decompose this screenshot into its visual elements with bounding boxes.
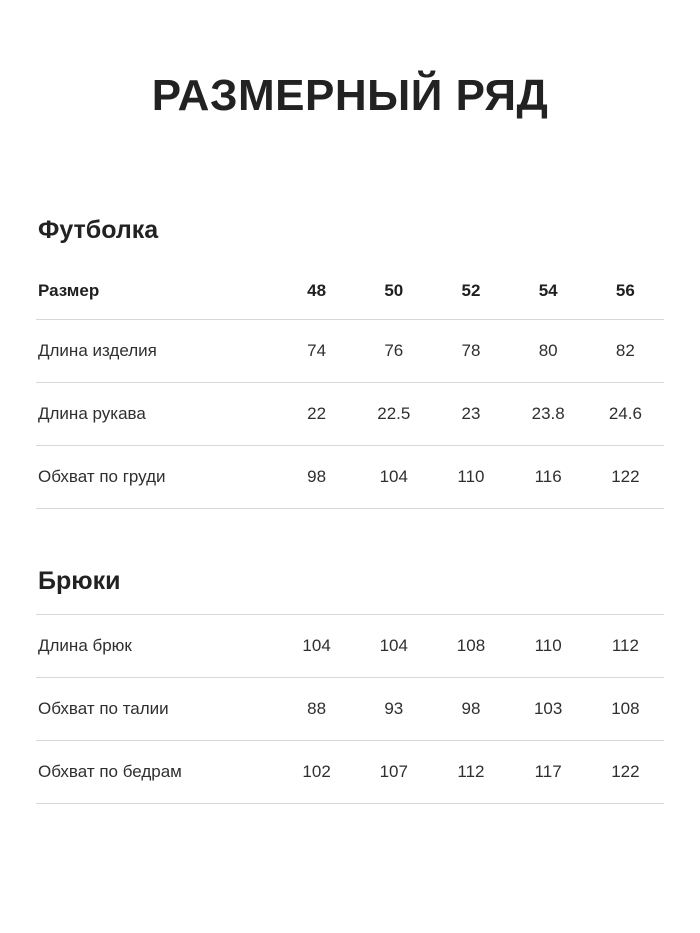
cell-waist-girth-54: 103 (510, 678, 587, 741)
cell-sleeve-length-52: 23 (432, 383, 509, 446)
cell-pants-length-56: 112 (587, 615, 664, 678)
cell-sleeve-length-56: 24.6 (587, 383, 664, 446)
cell-sleeve-length-48: 22 (278, 383, 355, 446)
table-row (36, 320, 664, 383)
cell-pants-length-54: 110 (510, 615, 587, 678)
header-size-50: 50 (355, 263, 432, 320)
cell-pants-length-48: 104 (278, 615, 355, 678)
row-label-sleeve-length: Длина рукава (36, 383, 278, 446)
section-title-shirt: Футболка (38, 216, 159, 245)
cell-sleeve-length-50: 22.5 (355, 383, 432, 446)
cell-chest-girth-52: 110 (432, 446, 509, 509)
size-table-shirt (36, 263, 664, 509)
table-header-shirt (36, 263, 664, 320)
row-label-waist-girth: Обхват по талии (36, 678, 278, 741)
size-table-pants (36, 614, 664, 804)
row-label-chest-girth: Обхват по груди (36, 446, 278, 509)
cell-waist-girth-56: 108 (587, 678, 664, 741)
row-label-shirt-length: Длина изделия (36, 320, 278, 383)
cell-waist-girth-52: 98 (432, 678, 509, 741)
cell-shirt-length-48: 74 (278, 320, 355, 383)
cell-shirt-length-56: 82 (587, 320, 664, 383)
cell-chest-girth-50: 104 (355, 446, 432, 509)
table-body-pants (36, 615, 664, 804)
table-body-shirt (36, 320, 664, 509)
row-label-pants-length: Длина брюк (36, 615, 278, 678)
cell-sleeve-length-54: 23.8 (510, 383, 587, 446)
cell-chest-girth-54: 116 (510, 446, 587, 509)
row-label-hip-girth: Обхват по бедрам (36, 741, 278, 804)
cell-waist-girth-48: 88 (278, 678, 355, 741)
table-row (36, 741, 664, 804)
table-row (36, 615, 664, 678)
page-title: РАЗМЕРНЫЙ РЯД (151, 71, 549, 120)
cell-hip-girth-52: 112 (432, 741, 509, 804)
cell-pants-length-52: 108 (432, 615, 509, 678)
table-row (36, 678, 664, 741)
section-shirt (36, 120, 664, 509)
cell-shirt-length-50: 76 (355, 320, 432, 383)
table-row (36, 446, 664, 509)
header-size-48: 48 (278, 263, 355, 320)
cell-shirt-length-52: 78 (432, 320, 509, 383)
cell-chest-girth-48: 98 (278, 446, 355, 509)
header-size-label: Размер (36, 263, 278, 320)
section-title-pants: Брюки (38, 567, 121, 596)
cell-waist-girth-50: 93 (355, 678, 432, 741)
cell-hip-girth-48: 102 (278, 741, 355, 804)
header-size-52: 52 (432, 263, 509, 320)
header-size-56: 56 (587, 263, 664, 320)
section-pants (36, 509, 664, 804)
cell-shirt-length-54: 80 (510, 320, 587, 383)
cell-pants-length-50: 104 (355, 615, 432, 678)
table-header-row (36, 263, 664, 320)
cell-hip-girth-56: 122 (587, 741, 664, 804)
table-row (36, 383, 664, 446)
cell-hip-girth-50: 107 (355, 741, 432, 804)
cell-hip-girth-54: 117 (510, 741, 587, 804)
cell-chest-girth-56: 122 (587, 446, 664, 509)
header-size-54: 54 (510, 263, 587, 320)
